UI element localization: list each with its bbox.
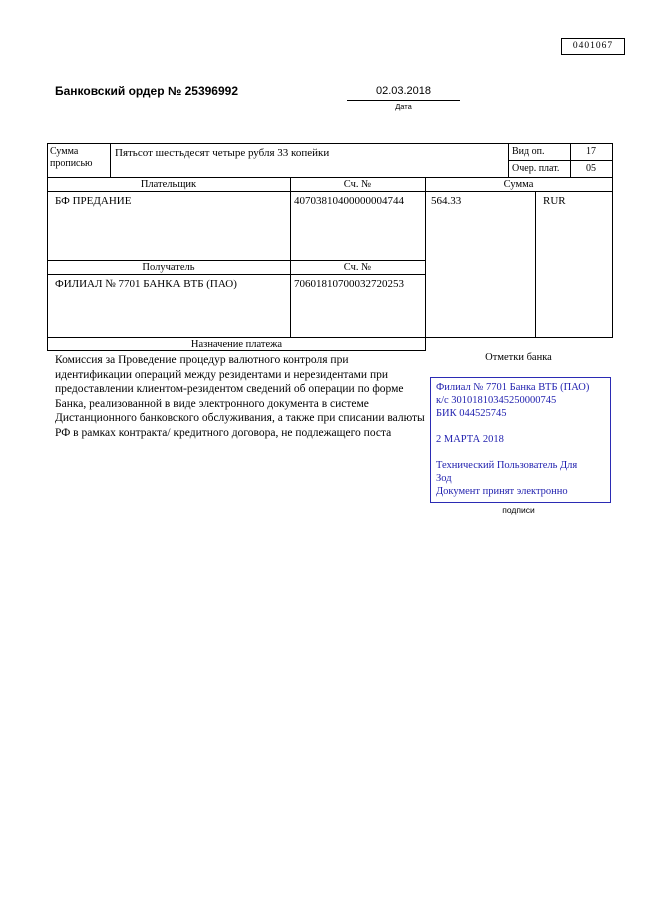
table-border [47, 274, 426, 275]
payee-account-header: Сч. № [343, 262, 372, 273]
document-title: Банковский ордер № 25396992 [55, 84, 238, 98]
payment-priority-value: 05 [586, 163, 596, 174]
purpose-text: Комиссия за Проведение процедур валютного контроля при идентификации операций между резидентами и нерезидентами при предоставлении клиентом-резидентом сведений об операции по форме Банка, реализованной в виде электронного документа в системе Дистанционного банковского обслуживания, а также при списании валюты РФ в рамках контракта/ кредитного договора, не подлежащего поста [55, 354, 425, 439]
payer-account: 40703810400000004744 [294, 195, 404, 207]
payee-header: Получатель [142, 262, 195, 273]
table-border [290, 177, 291, 337]
payer-name: БФ ПРЕДАНИЕ [55, 195, 132, 207]
stamp-date: 2 МАРТА 2018 [436, 434, 504, 445]
payee-name: ФИЛИАЛ № 7701 БАНКА ВТБ (ПАО) [55, 278, 237, 290]
stamp-status: Документ принят электронно [436, 486, 568, 497]
table-border [47, 143, 48, 350]
date-underline [347, 100, 460, 101]
document-date: 02.03.2018 [375, 85, 432, 97]
table-border [47, 350, 426, 351]
amount-currency: RUR [543, 195, 566, 207]
table-border [110, 143, 111, 177]
amount-value: 564.33 [431, 195, 462, 207]
operation-type-label: Вид оп. [512, 146, 545, 157]
amount-header: Сумма [503, 179, 534, 190]
table-border [47, 337, 613, 338]
table-border [508, 160, 613, 161]
stamp-user-line1: Технический Пользователь Для [436, 460, 578, 471]
stamp-bank-name: Филиал № 7701 Банка ВТБ (ПАО) [436, 382, 590, 393]
payment-priority-label: Очер. плат. [512, 163, 560, 174]
operation-type-value: 17 [586, 146, 596, 157]
table-border [47, 191, 613, 192]
purpose-header: Назначение платежа [190, 339, 283, 350]
table-border [508, 143, 509, 177]
amount-in-words-label-line2: прописью [50, 158, 93, 169]
date-label: Дата [395, 102, 412, 111]
table-border [47, 143, 613, 144]
bank-stamp [430, 377, 611, 503]
signatures-label: подписи [502, 505, 535, 515]
payee-account: 70601810700032720253 [294, 278, 404, 290]
payer-account-header: Сч. № [343, 179, 372, 190]
amount-in-words-value: Пятьсот шестьдесят четыре рубля 33 копейки [115, 147, 330, 159]
stamp-corr-account: к/с 30101810345250000745 [436, 395, 557, 406]
form-code-box: 0401067 [561, 38, 625, 55]
stamp-bik: БИК 044525745 [436, 408, 507, 419]
table-border [425, 177, 426, 350]
payer-header: Плательщик [140, 179, 197, 190]
table-border [47, 260, 426, 261]
table-border [535, 191, 536, 337]
amount-in-words-label [50, 146, 93, 170]
stamp-user-line2: Зод [436, 473, 452, 484]
table-border [612, 143, 613, 337]
bank-marks-header: Отметки банка [485, 352, 552, 363]
table-border [47, 177, 613, 178]
amount-in-words-label-line1: Сумма [50, 146, 79, 157]
